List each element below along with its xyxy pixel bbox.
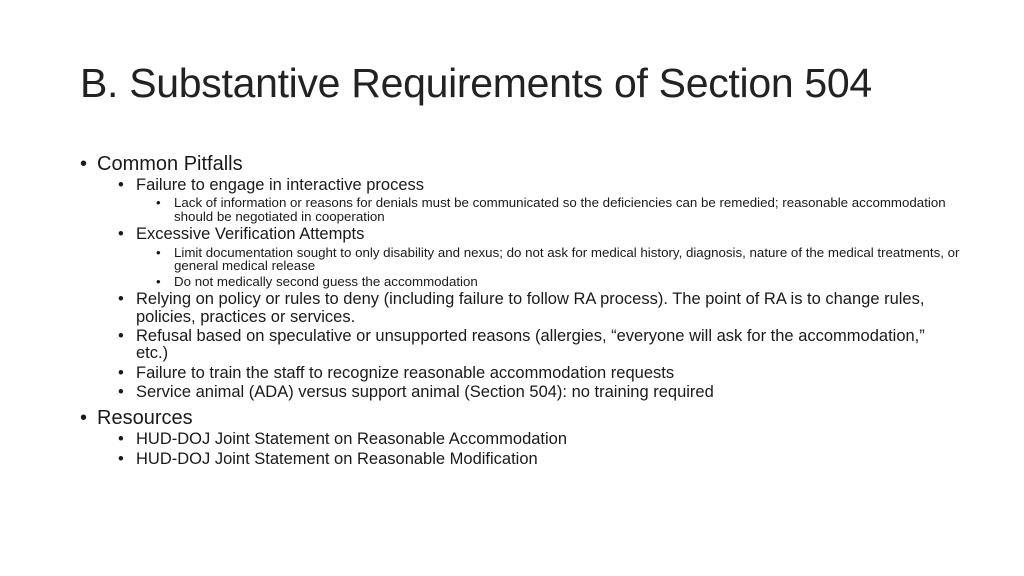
slide-title: B. Substantive Requirements of Section 504 (80, 60, 872, 106)
bullet-text: HUD-DOJ Joint Statement on Reasonable Modification (136, 449, 538, 468)
bullet-text: Failure to engage in interactive process (136, 176, 424, 194)
bullet-resource-modification (118, 451, 960, 468)
bullet-marker: • (80, 153, 88, 175)
bullet-excessive-verification (118, 226, 960, 243)
bullet-marker: • (156, 195, 161, 211)
bullet-marker: • (118, 430, 124, 449)
bullet-limit-documentation (156, 246, 960, 274)
bullet-refusal-speculative (118, 328, 960, 363)
bullet-resources (80, 408, 960, 429)
bullet-marker: • (118, 176, 124, 194)
bullet-failure-to-train (118, 365, 960, 382)
bullet-text: Resources (97, 407, 193, 430)
bullet-interactive-process (118, 177, 960, 194)
bullet-text: Limit documentation sought to only disability and nexus; do not ask for medical history, diagnosis, nature of the medical treatments, or general medical release (174, 244, 960, 274)
bullet-marker: • (118, 449, 124, 468)
slide-body (80, 150, 960, 468)
bullet-text: Excessive Verification Attempts (136, 225, 365, 244)
bullet-text: Relying on policy or rules to deny (including failure to follow RA process). The point of RA is to change rules, policies, practices or services. (136, 290, 925, 326)
bullet-marker: • (118, 382, 124, 401)
bullet-marker: • (118, 363, 124, 382)
bullet-resource-accommodation (118, 431, 960, 448)
bullet-marker: • (118, 225, 124, 244)
bullet-text: Lack of information or reasons for denials must be communicated so the deficiencies can be remedied; reasonable accommodation should be negotiated in cooperation (174, 195, 946, 225)
bullet-relying-on-policy (118, 291, 960, 326)
bullet-text: Common Pitfalls (97, 153, 243, 175)
bullet-lack-of-information (156, 196, 960, 224)
bullet-text: Service animal (ADA) versus support animal (Section 504): no training required (136, 382, 714, 401)
bullet-text: Do not medically second guess the accommodation (174, 274, 478, 290)
bullet-marker: • (118, 327, 124, 346)
bullet-text: HUD-DOJ Joint Statement on Reasonable Accommodation (136, 430, 568, 449)
bullet-do-not-second-guess (156, 275, 960, 289)
bullet-text: Failure to train the staff to recognize reasonable accommodation requests (136, 363, 675, 382)
bullet-common-pitfalls (80, 154, 960, 175)
bullet-marker: • (80, 407, 88, 430)
bullet-marker: • (156, 244, 161, 260)
bullet-text: Refusal based on speculative or unsupported reasons (allergies, “everyone will ask for the accommodation,” etc.) (136, 327, 925, 363)
bullet-marker: • (118, 290, 124, 309)
bullet-marker: • (156, 274, 161, 290)
bullet-service-animal (118, 384, 960, 401)
